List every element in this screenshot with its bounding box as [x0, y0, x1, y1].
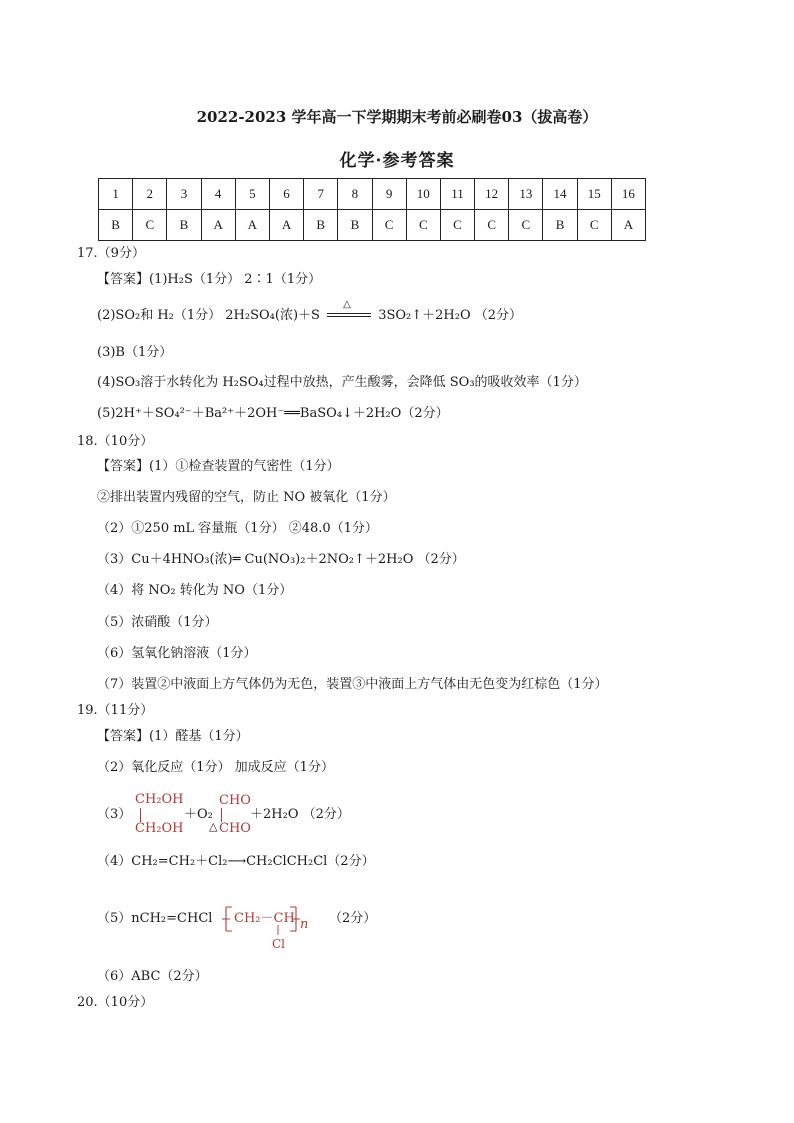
pvc-chlorine: Cl: [272, 937, 286, 951]
question-number-cell: 12: [475, 179, 509, 210]
pvc-repeat-unit: CH₂－CH: [234, 911, 295, 926]
page-subtitle: 化学·参考答案: [339, 151, 455, 171]
question-number-cell: 5: [235, 179, 269, 210]
answer-cell: B: [543, 210, 577, 241]
condition-delta: △: [209, 820, 218, 833]
q17-line-2-left: (2)SO₂和 H₂（1分） 2H₂SO₄(浓)＋S: [97, 308, 320, 323]
oxygen-reactant: ＋O₂: [184, 807, 213, 822]
question-number-cell: 8: [338, 179, 372, 210]
question-number-cell: 1: [99, 179, 133, 210]
q19-line-5-prefix: （5）nCH₂=CHCl: [97, 911, 213, 926]
question-17-header: 17.（9分）: [77, 246, 145, 261]
answer-cell: A: [611, 210, 645, 241]
ethylene-glycol-bottom: CH₂OH: [135, 821, 184, 836]
answer-cell: A: [201, 210, 235, 241]
question-19-header: 19.（11分）: [77, 703, 154, 718]
answer-cell: A: [235, 210, 269, 241]
answer-cell: B: [338, 210, 372, 241]
q18-answer-line-3: （2）①250 mL 容量瓶（1分） ②48.0（1分）: [97, 521, 378, 536]
answer-cell: C: [440, 210, 474, 241]
q17-answer-line-2: [97, 298, 523, 325]
answer-table: [98, 178, 646, 241]
q18-answer-line-7: （6）氢氧化钠溶液（1分）: [97, 646, 257, 661]
answer-cell: B: [167, 210, 201, 241]
page-title: 2022-2023 学年高一下学期期末考前必刷卷03（拔高卷）: [196, 108, 598, 126]
answer-cell: C: [372, 210, 406, 241]
q18-answer-line-8: （7）装置②中液面上方气体仍为无色，装置③中液面上方气体由无色变为红棕色（1分）: [97, 677, 608, 692]
question-number-cell: 11: [440, 179, 474, 210]
q19-answer-line-6: （6）ABC（2分）: [97, 969, 208, 984]
question-20-header: 20.（10分）: [77, 995, 154, 1010]
question-number-cell: 9: [372, 179, 406, 210]
question-number-cell: 14: [543, 179, 577, 210]
q17-answer-line-4: (4)SO₃溶于水转化为 H₂SO₄过程中放热，产生酸雾，会降低 SO₃的吸收效率（1分）: [97, 375, 587, 390]
answer-table-number-row: [99, 179, 646, 210]
q19-line-5-suffix: （2分）: [329, 911, 377, 926]
q18-answer-line-5: （4）将 NO₂ 转化为 NO（1分）: [97, 583, 293, 598]
answer-cell: C: [133, 210, 167, 241]
question-number-cell: 13: [509, 179, 543, 210]
q19-line-3-prefix: （3）: [97, 807, 132, 822]
answer-cell: C: [509, 210, 543, 241]
ethylene-glycol-top: CH₂OH: [135, 792, 184, 807]
q18-answer-line-1: 【答案】(1）①检查装置的气密性（1分）: [97, 459, 340, 474]
answer-cell: C: [475, 210, 509, 241]
answer-table-answer-row: [99, 210, 646, 241]
question-number-cell: 16: [611, 179, 645, 210]
question-number-cell: 10: [406, 179, 440, 210]
glyoxal-top: CHO: [219, 793, 251, 808]
question-number-cell: 7: [304, 179, 338, 210]
answer-cell: C: [406, 210, 440, 241]
heating-equals-sign: [327, 298, 371, 322]
delta-symbol: △: [343, 298, 351, 310]
question-number-cell: 3: [167, 179, 201, 210]
q17-answer-line-3: (3)B（1分）: [97, 345, 173, 360]
q17-line-2-right: 3SO₂↑＋2H₂O （2分）: [378, 308, 523, 323]
question-number-cell: 6: [269, 179, 303, 210]
question-number-cell: 15: [577, 179, 611, 210]
pvc-degree-n: n: [300, 917, 309, 932]
glyoxal-bottom: CHO: [219, 821, 251, 836]
q18-answer-line-2: ②排出装置内残留的空气，防止 NO 被氧化（1分）: [97, 490, 396, 505]
q17-answer-line-5: (5)2H⁺＋SO₄²⁻＋Ba²⁺＋2OH⁻══BaSO₄↓＋2H₂O（2分）: [97, 406, 449, 421]
q19-answer-line-2: （2）氧化反应（1分） 加成反应（1分）: [97, 760, 334, 775]
question-number-cell: 2: [133, 179, 167, 210]
q18-answer-line-6: （5）浓硝酸（1分）: [97, 615, 218, 630]
answer-cell: C: [577, 210, 611, 241]
question-18-header: 18.（10分）: [77, 434, 154, 449]
q19-answer-line-1: 【答案】(1）醛基（1分）: [97, 729, 249, 744]
q18-answer-line-4: （3）Cu＋4HNO₃(浓)═ Cu(NO₃)₂＋2NO₂↑＋2H₂O （2分）: [97, 552, 465, 567]
answer-cell: B: [304, 210, 338, 241]
question-number-cell: 4: [201, 179, 235, 210]
answer-cell: A: [269, 210, 303, 241]
q17-answer-line-1: 【答案】(1)H₂S（1分） 2∶1（1分）: [97, 272, 322, 287]
q19-answer-line-4: （4）CH₂=CH₂＋Cl₂⟶CH₂ClCH₂Cl（2分）: [97, 854, 375, 869]
answer-cell: B: [99, 210, 133, 241]
q19-line-3-suffix: ＋2H₂O （2分）: [250, 807, 350, 822]
